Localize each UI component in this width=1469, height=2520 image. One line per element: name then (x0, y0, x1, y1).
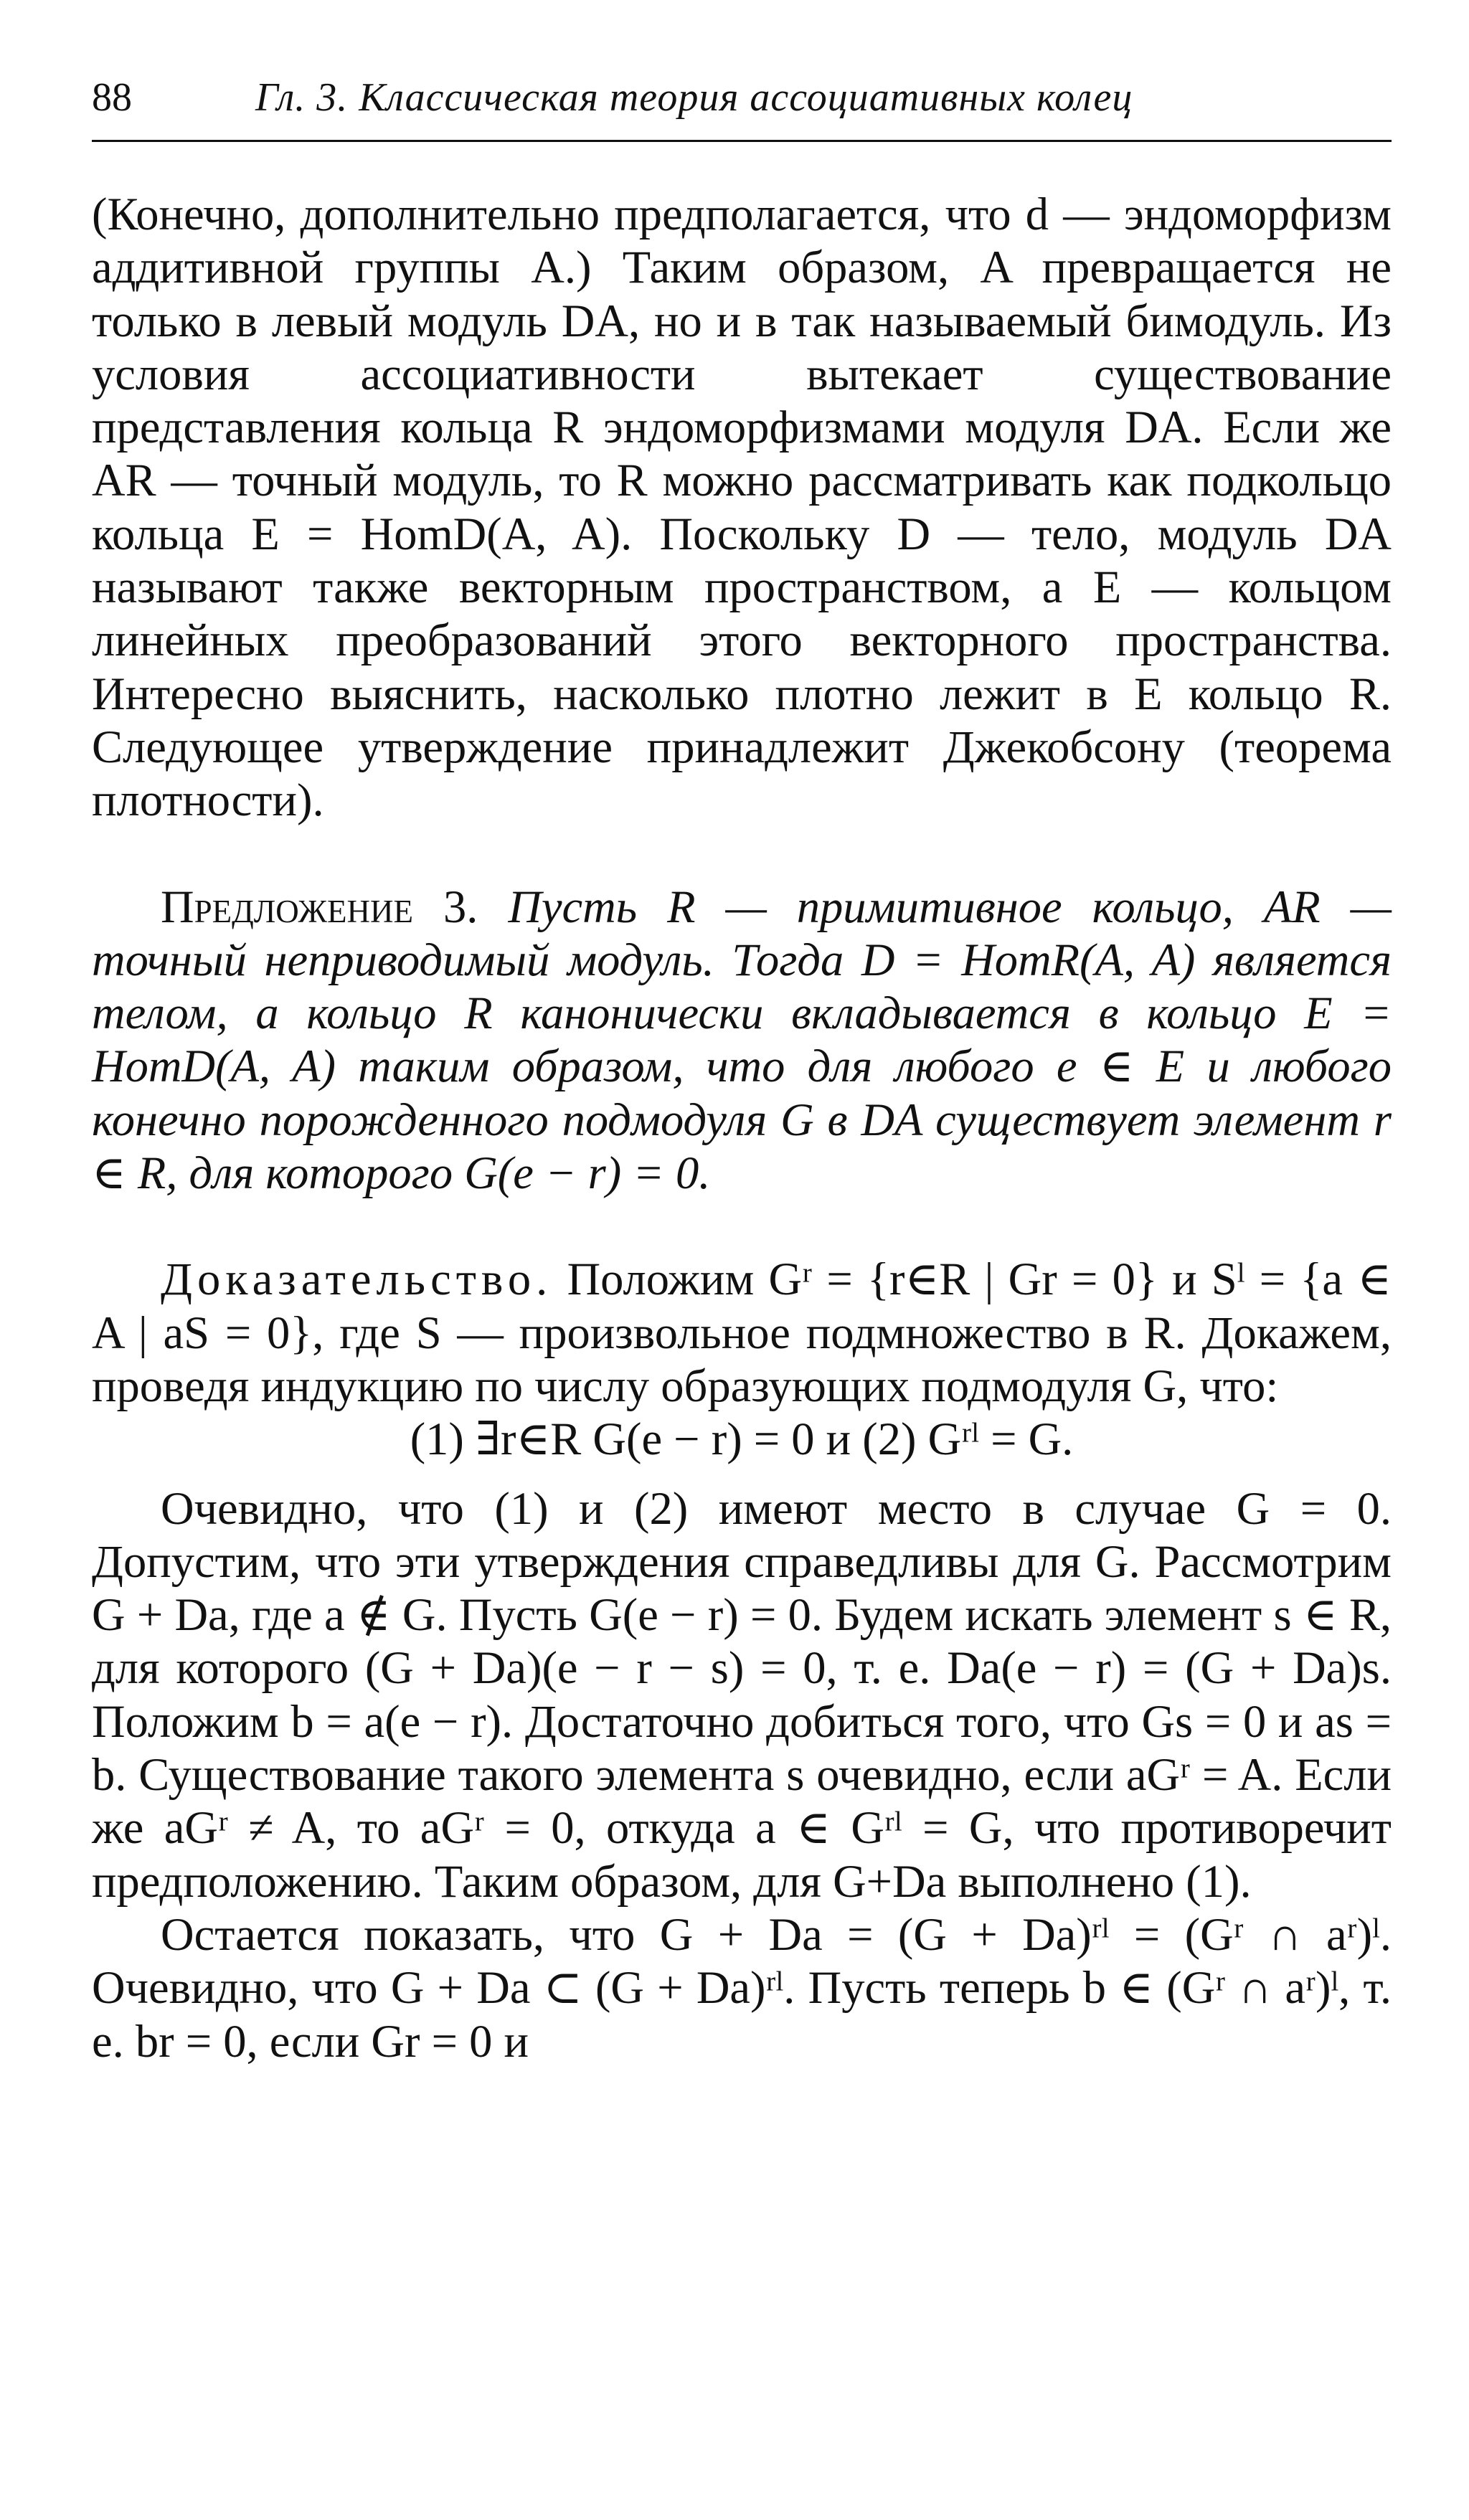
running-title: Гл. 3. Классическая теория ассоциативных колец (255, 75, 1133, 120)
proof-intro (92, 1253, 1392, 1413)
page-body (92, 188, 1392, 2068)
paragraph-induction-step: Очевидно, что (1) и (2) имеют место в случае G = 0. Допустим, что эти утверждения справедливы для G. Рассмотрим G + Da, где a ∉ G. Пусть G(e − r) = 0. Будем искать элемент s ∈ R, для которого (G + Da)(e − r − s) = 0, т. е. Da(e − r) = (G + Da)s. Положим b = a(e − r). Достаточно добиться того, что Gs = 0 и as = b. Существование такого элемента s очевидно, если aGʳ = A. Если же aGʳ ≠ A, то aGʳ = 0, откуда a ∈ Gʳˡ = G, что противоречит предположению. Таким образом, для G+Da выполнено (1). (92, 1482, 1392, 1907)
induction-formula: (1) ∃r∈R G(e − r) = 0 и (2) Gʳˡ = G. (410, 1413, 1074, 1465)
page-number: 88 (92, 75, 132, 120)
header-rule (92, 140, 1392, 142)
page-header (92, 69, 1392, 126)
paragraph-remaining: Остается показать, что G + Da = (G + Da)ʳˡ = (Gʳ ∩ aʳ)ˡ. Очевидно, что G + Da ⊂ (G + Da)ʳˡ. Пусть теперь b ∈ (Gʳ ∩ aʳ)ˡ, т. е. br = 0, если Gr = 0 и (92, 1908, 1392, 2067)
proposition-3 (92, 881, 1392, 1200)
paragraph-bimodule: (Конечно, дополнительно предполагается, что d — эндоморфизм аддитивной группы A.) Таким образом, A превращается не только в левый модуль DA, но и в так называемый бимодуль. Из условия ассоциативности вытекает существование представления кольца R эндоморфизмами модуля DA. Если же AR — точный модуль, то R можно рассматривать как подкольцо кольца E = HomD(A, A). Поскольку D — тело, модуль DA называют также векторным пространством, а E — кольцом линейных преобразований этого векторного пространства. Интересно выяснить, насколько плотно лежит в E кольцо R. Следующее утверждение принадлежит Джекобсону (теорема плотности). (92, 189, 1392, 826)
proof-text: Положим Gʳ = {r∈R | Gr = 0} и Sˡ = {a ∈ A | aS = 0}, где S — произвольное подмножество в R. Докажем, проведя индукцию по числу образующих подмодуля G, что: (92, 1254, 1392, 1411)
proposition-statement: Пусть R — примитивное кольцо, AR — точный неприводимый модуль. Тогда D = HomR(A, A) является телом, а кольцо R канонически вкладывается в кольцо E = HomD(A, A) таким образом, что для любого e ∈ E и любого конечно порожденного подмодуля G в DA существует элемент r ∈ R, для которого G(e − r) = 0. (92, 881, 1392, 1199)
proposition-label: Предложение 3. (161, 881, 478, 932)
proof-label: Доказательство. (161, 1254, 553, 1305)
